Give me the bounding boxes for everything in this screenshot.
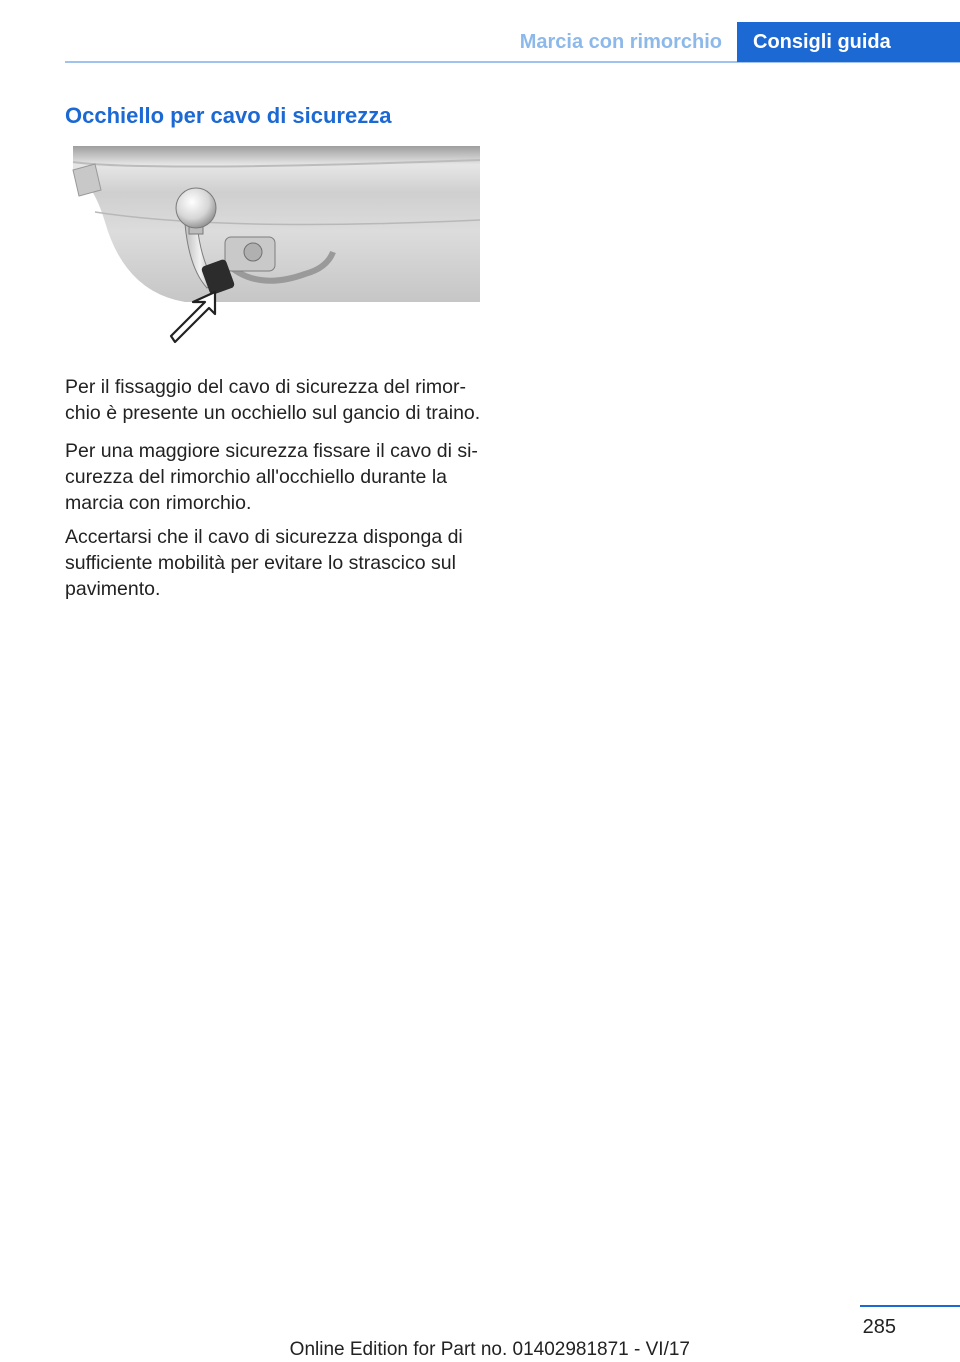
breadcrumb-chapter[interactable]: Consigli guida [737,22,960,62]
footer-rule [860,1305,960,1307]
paragraph: Accertarsi che il cavo di sicurezza disponga di sufficiente mobilità per evitare lo strascico sul pavimento. [65,526,463,600]
page-number: 285 [862,1316,896,1338]
paragraph: Per il fissaggio del cavo di sicurezza del rimor‐ chio è presente un occhiello sul gancio di traino. [65,376,481,424]
section-title: Occhiello per cavo di sicurezza [65,103,392,128]
tow-hitch-figure [65,142,480,350]
body-text [65,374,485,614]
tow-hitch-illustration [65,142,480,350]
breadcrumb-section[interactable]: Marcia con rimorchio [519,31,722,53]
edition-note: Online Edition for Part no. 01402981871 - VI/17 [289,1339,690,1360]
paragraph: Per una maggiore sicurezza fissare il cavo di si‐ curezza del rimorchio all'occhiello durante la marcia con rimorchio. [65,440,478,514]
